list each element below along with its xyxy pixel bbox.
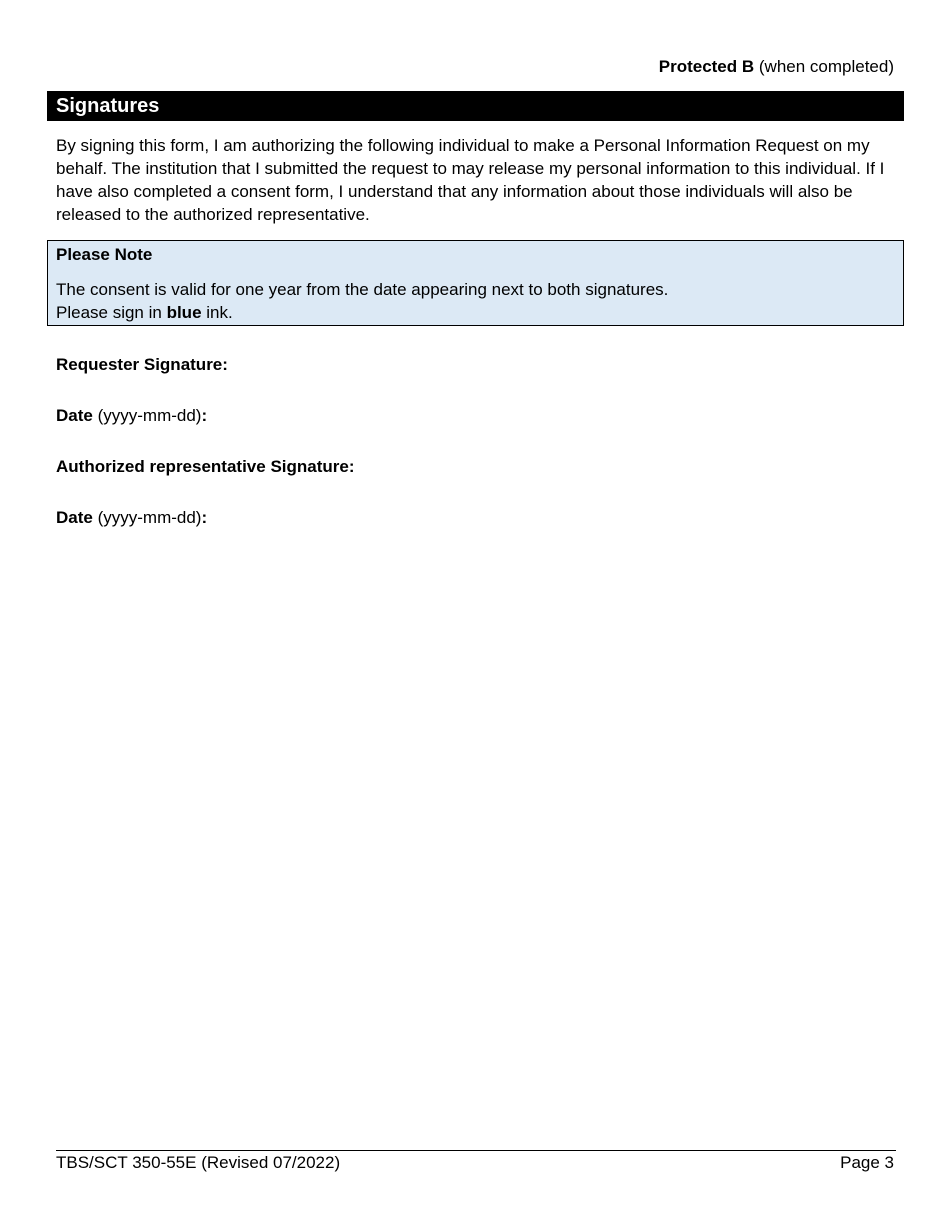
protection-label (659, 56, 894, 78)
representative-date-field[interactable] (56, 506, 207, 529)
note-ink-pre: Please sign in (56, 303, 167, 322)
section-title-signatures: Signatures (47, 91, 904, 121)
note-ink-post: ink. (201, 303, 233, 322)
please-note-box (47, 240, 904, 326)
note-ink-instruction (56, 301, 233, 324)
requester-signature-label: Requester Signature: (56, 355, 228, 374)
requester-date-colon: : (201, 406, 208, 425)
representative-date-label: Date (56, 508, 93, 527)
representative-signature-field[interactable] (56, 455, 355, 478)
protection-qualifier: (when completed) (754, 57, 894, 76)
intro-paragraph: By signing this form, I am authorizing the following individual to make a Personal Information Request on my behalf. The institution that I submitted the request to may release my personal information to this individual. If I have also completed a consent form, I understand that any information about those individuals will also be released to the authorized representative. (56, 136, 885, 224)
note-ink-color: blue (166, 303, 202, 322)
representative-date-format: (yyyy-mm-dd) (92, 508, 202, 527)
requester-date-label: Date (56, 406, 93, 425)
requester-date-format: (yyyy-mm-dd) (92, 406, 202, 425)
form-identifier: TBS/SCT 350-55E (Revised 07/2022) (56, 1153, 341, 1172)
protection-level: Protected B (658, 57, 755, 76)
representative-date-colon: : (201, 508, 208, 527)
page-number: Page 3 (840, 1153, 894, 1172)
note-title: Please Note (56, 245, 153, 264)
requester-date-field[interactable] (56, 404, 207, 427)
requester-signature-field[interactable] (56, 353, 228, 376)
note-validity-text: The consent is valid for one year from the date appearing next to both signatures. (56, 280, 669, 299)
representative-signature-label: Authorized representative Signature: (56, 457, 355, 476)
footer-divider (56, 1150, 896, 1151)
